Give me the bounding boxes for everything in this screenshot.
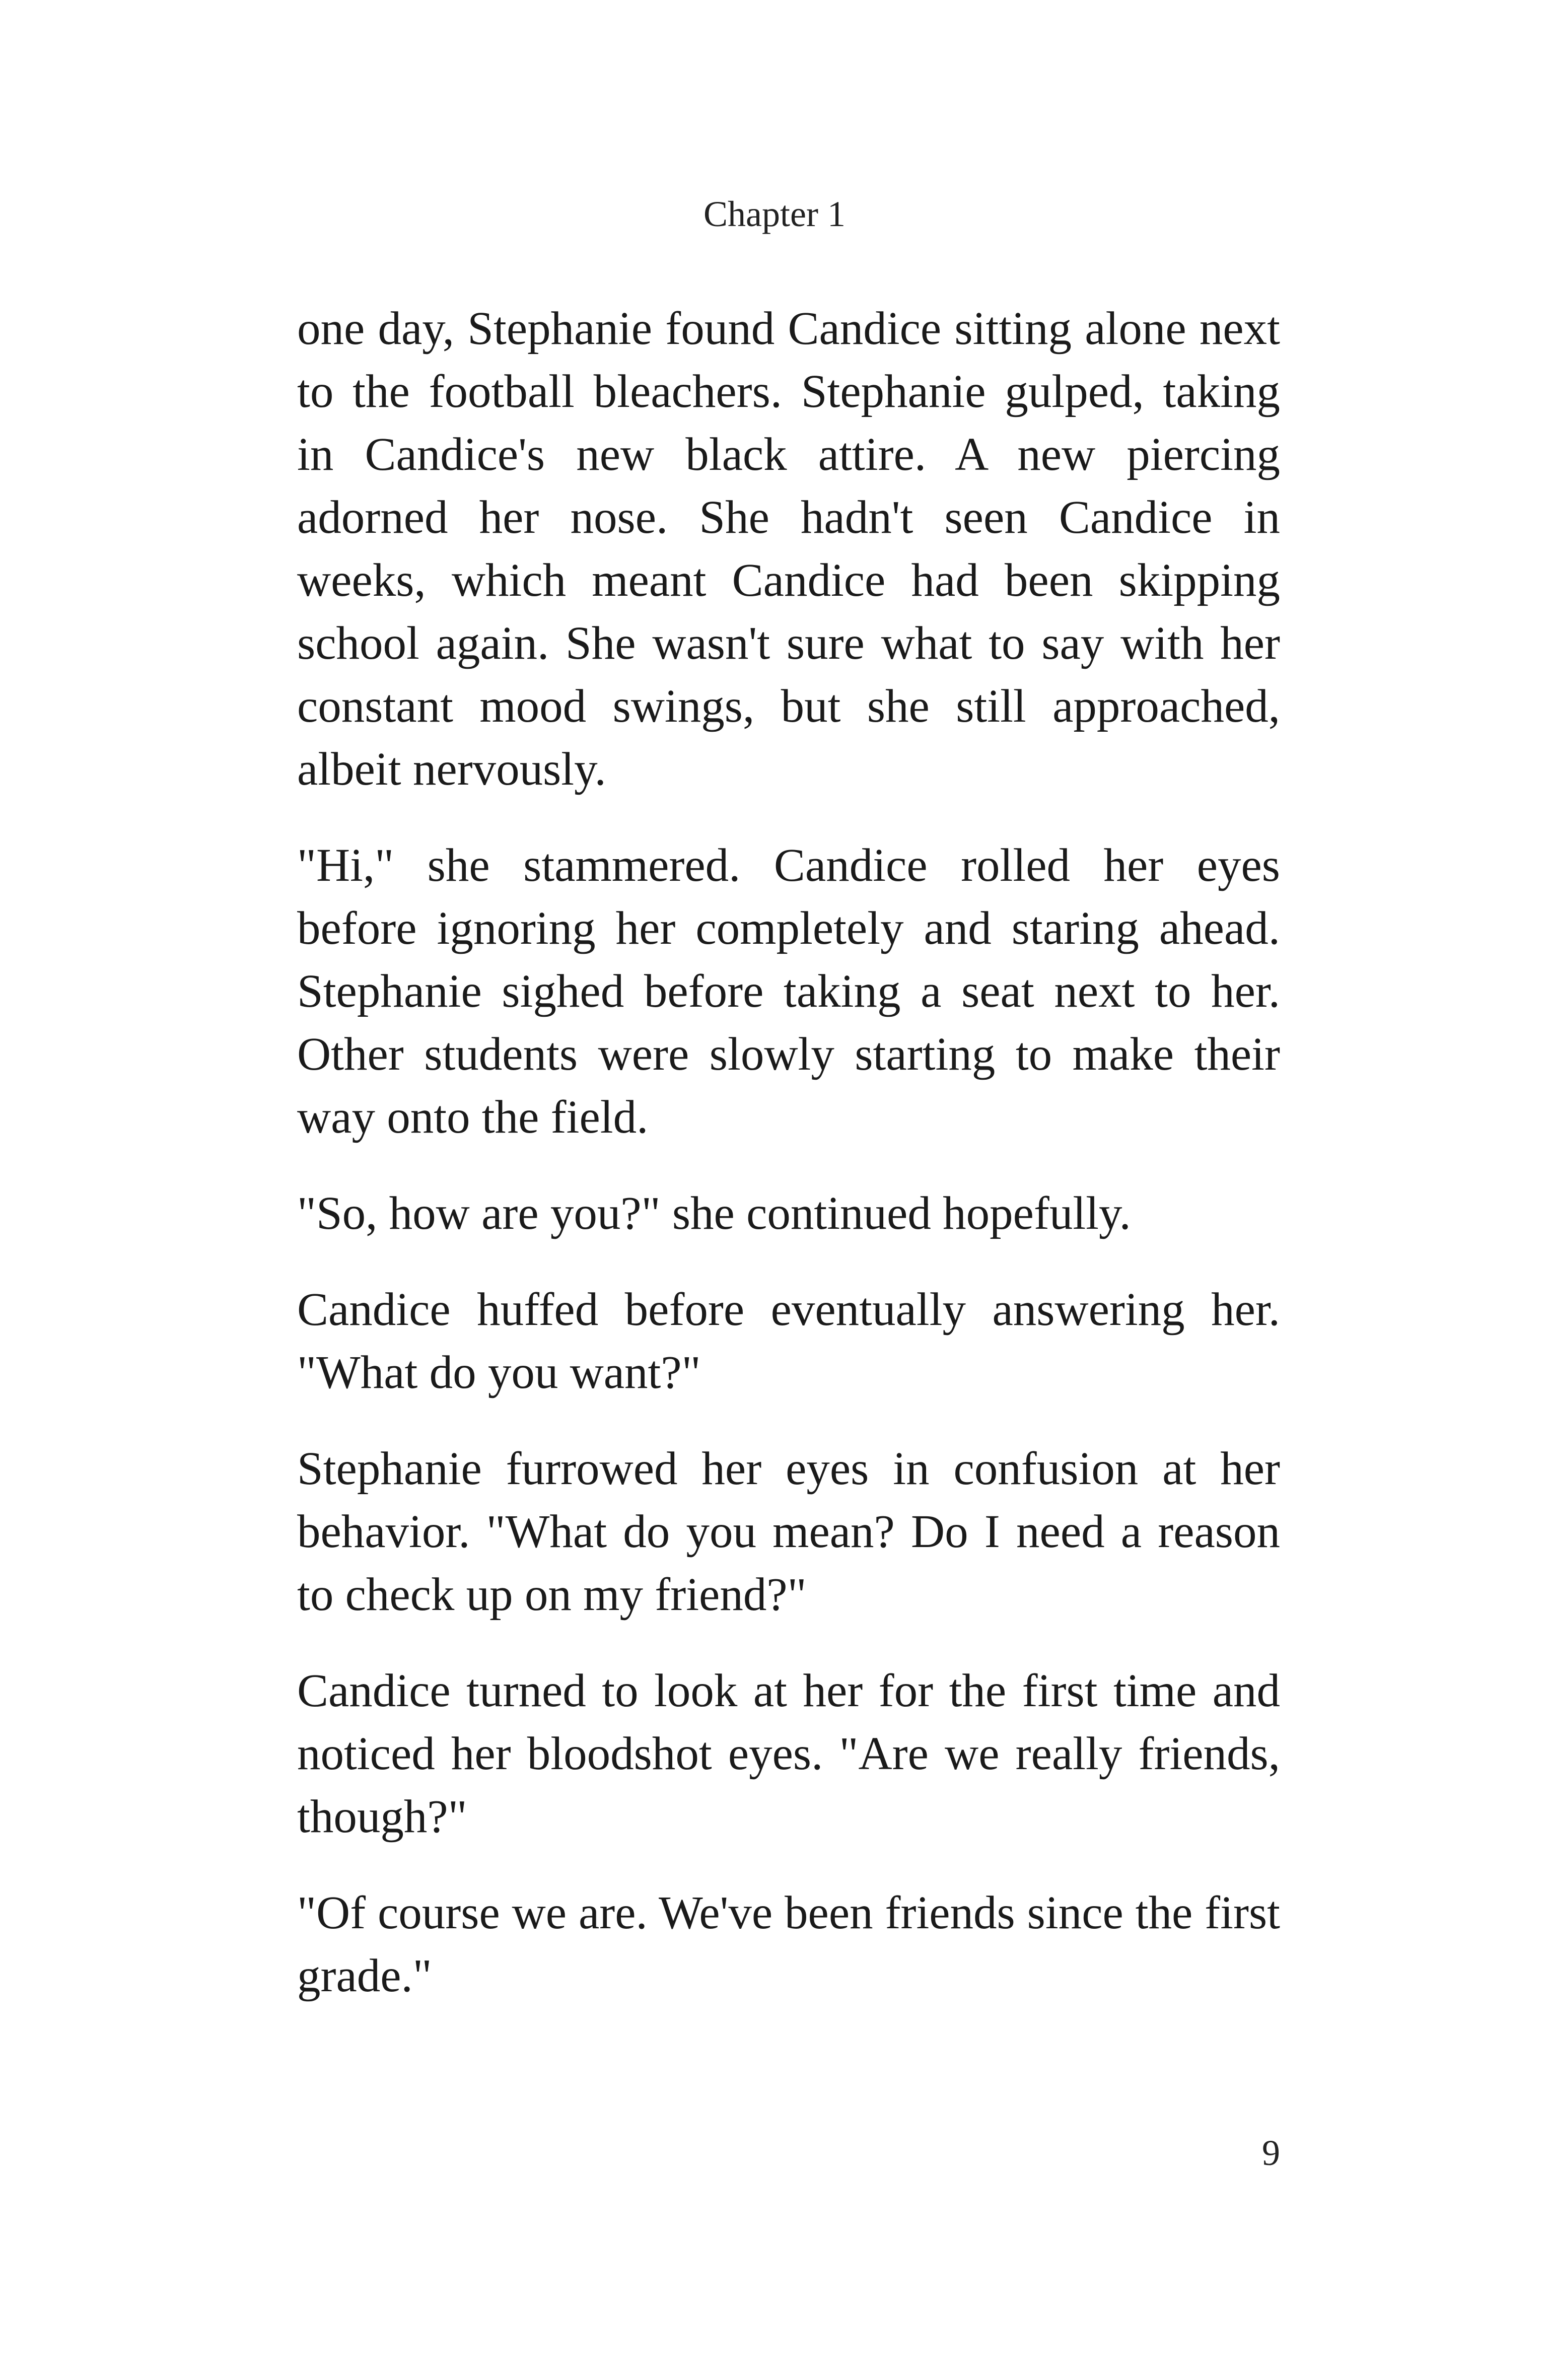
paragraph: one day, Stephanie found Candice sitting alone next to the football bleachers. Stephanie gulped, taking in Candice's new black attire. A new piercing adorned her nose. She hadn't seen Candice in weeks, which meant Candice had been skipping school again. She wasn't sure what to say with her constant mood swings, but she still approached, albeit nervously. <box>297 303 1280 795</box>
running-header-chapter-title: Chapter 1 <box>703 194 846 234</box>
body-text <box>297 297 1280 2041</box>
paragraph: "Hi," she stammered. Candice rolled her eyes before ignoring her completely and staring ahead. Stephanie sighed before taking a seat next to her. Other students were slowly starting to make their way onto the field. <box>297 839 1280 1143</box>
paragraph: Stephanie furrowed her eyes in confusion at her behavior. "What do you mean? Do I need a reason to check up on my friend?" <box>297 1443 1280 1621</box>
paragraph: "So, how are you?" she continued hopefully. <box>297 1187 1131 1239</box>
paragraph: Candice huffed before eventually answering her. "What do you want?" <box>297 1284 1280 1398</box>
page-number: 9 <box>1262 2133 1280 2173</box>
paragraph: Candice turned to look at her for the first time and noticed her bloodshot eyes. "Are we really friends, though?" <box>297 1665 1280 1843</box>
paragraph: "Of course we are. We've been friends since the first grade." <box>297 1887 1280 2002</box>
